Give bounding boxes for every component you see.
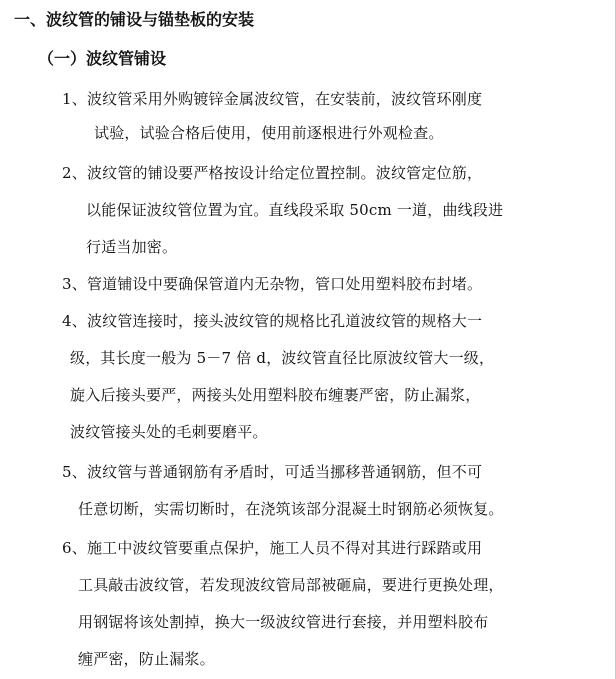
- item-4-line-2: 级，其长度一般为 5－7 倍 d，波纹管直径比原波纹管大一级，: [70, 349, 495, 367]
- item-5-line-1: 5、波纹管与普通钢筋有矛盾时，可适当挪移普通钢筋，但不可: [62, 463, 483, 481]
- subsection-heading: （一）波纹管铺设: [38, 49, 167, 68]
- item-3-line-1: 3、管道铺设中要确保管道内无杂物，管口处用塑料胶布封堵。: [62, 275, 483, 293]
- item-4-line-3: 旋入后接头要严，两接头处用塑料胶布缠裹严密，防止漏浆，: [70, 386, 481, 404]
- item-2-line-3: 行适当加密。: [86, 238, 178, 256]
- item-1-line-1: 1、波纹管采用外购镀锌金属波纹管，在安装前，波纹管环刚度: [62, 90, 483, 108]
- item-6-line-3: 用钢锯将该处割掉，换大一级波纹管进行套接，并用塑料胶布: [78, 613, 489, 631]
- item-6-line-4: 缠严密，防止漏浆。: [78, 650, 215, 668]
- item-2-line-2: 以能保证波纹管位置为宜。直线段采取 50cm 一道，曲线段进: [86, 201, 504, 219]
- item-4-line-1: 4、波纹管连接时，接头波纹管的规格比孔道波纹管的规格大一: [62, 312, 483, 330]
- item-5-line-2: 任意切断，实需切断时，在浇筑该部分混凝土时钢筋必须恢复。: [78, 500, 504, 518]
- section-heading: 一、波纹管的铺设与锚垫板的安装: [14, 10, 255, 29]
- item-4-line-4: 波纹管接头处的毛刺要磨平。: [70, 423, 268, 441]
- item-6-line-2: 工具敲击波纹管，若发现波纹管局部被砸扁，要进行更换处理，: [78, 576, 504, 594]
- item-6-line-1: 6、施工中波纹管要重点保护，施工人员不得对其进行踩踏或用: [62, 539, 483, 557]
- item-1-line-2: 试验，试验合格后使用，使用前逐根进行外观检查。: [94, 124, 444, 142]
- item-2-line-1: 2、波纹管的铺设要严格按设计给定位置控制。波纹管定位筋，: [62, 164, 483, 182]
